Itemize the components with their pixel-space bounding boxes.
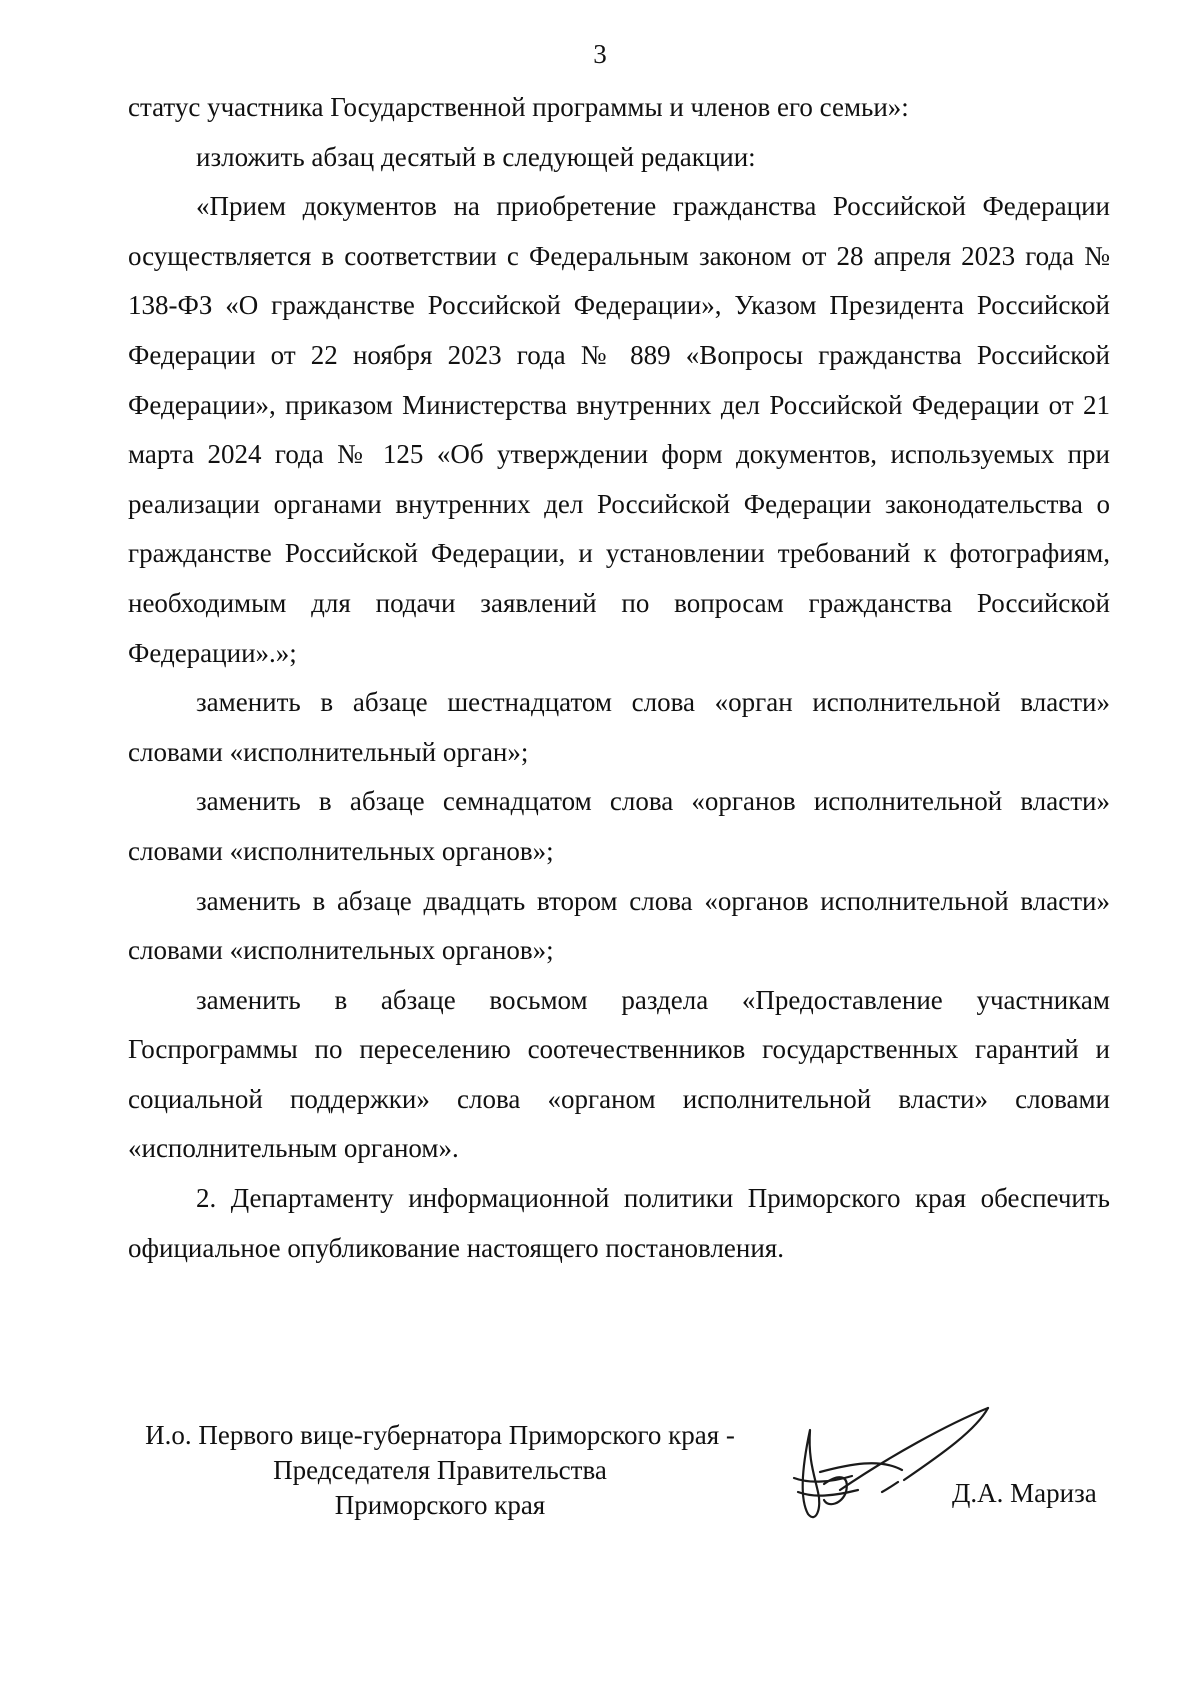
paragraph: изложить абзац десятый в следующей редакции: xyxy=(196,141,756,172)
paragraph: заменить в абзаце семнадцатом слова «органов исполнительной власти» словами «исполнительных органов»; xyxy=(128,786,1110,866)
document-body xyxy=(128,83,1110,1273)
page-number: 3 xyxy=(593,39,607,69)
signatory-name: Д.А. Мариза xyxy=(952,1478,1097,1508)
paragraph: заменить в абзаце восьмом раздела «Предоставление участникам Госпрограммы по переселению соотечественников государственных гарантий и социальной поддержки» слова «органом исполнительной власти» словами «исполнительным органом». xyxy=(128,984,1110,1164)
signatory-position xyxy=(90,1418,790,1523)
handwritten-signature xyxy=(780,1400,1000,1540)
signatory-position-line: Приморского края xyxy=(334,1490,546,1520)
paragraph: «Прием документов на приобретение гражданства Российской Федерации осуществляется в соответствии с Федеральным законом от 28 апреля 2023 года № 138-ФЗ «О гражданстве Российской Федерации», Указом Президента Российской Федерации от 22 ноября 2023 года № 889 «Вопросы гражданства Российской Федерации», приказом Министерства внутренних дел Российской Федерации от 21 марта 2024 года № 125 «Об утверждении форм документов, используемых при реализации органами внутренних дел Российской Федерации законодательства о гражданстве Российской Федерации, и установлении требований к фотографиям, необходимым для подачи заявлений по вопросам гражданства Российской Федерации».»; xyxy=(128,191,1110,668)
paragraph: статус участника Государственной программы и членов его семьи»: xyxy=(128,92,909,122)
paragraph: заменить в абзаце двадцать втором слова «органов исполнительной власти» словами «исполнительных органов»; xyxy=(128,885,1110,966)
signatory-position-line: Председателя Правительства xyxy=(273,1455,607,1485)
paragraph: заменить в абзаце шестнадцатом слова «орган исполнительной власти» словами «исполнительный орган»; xyxy=(128,687,1110,767)
paragraph: 2. Департаменту информационной политики Приморского края обеспечить официальное опубликование настоящего постановления. xyxy=(128,1183,1110,1263)
signatory-position-line: И.о. Первого вице-губернатора Приморского края - xyxy=(145,1420,735,1450)
